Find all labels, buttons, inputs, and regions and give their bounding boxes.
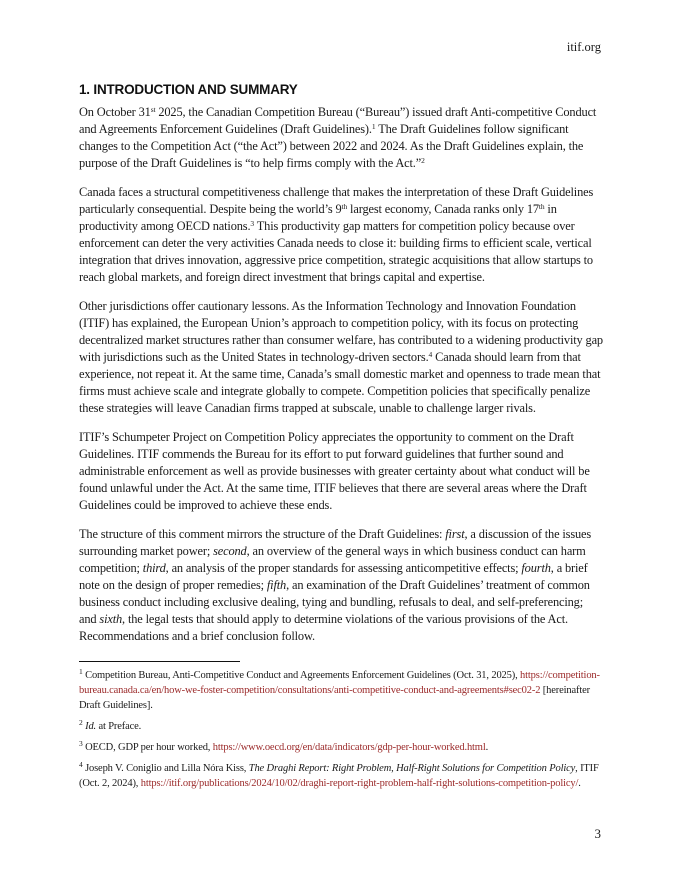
ordinal-suffix: st: [150, 105, 156, 114]
footnote-ref-1[interactable]: 1: [371, 122, 376, 131]
paragraph-1: On October 31st 2025, the Canadian Competition Bureau (“Bureau”) issued draft Anti-competitive Conduct and Agreements Enforcement Guidelines (Draft Guidelines).$^1$ The Draft Guidelines follow significant changes to the Competition Act (“the Act”) between 2022 and 2024. As the Draft Guidelines explain, the purpose of the Draft Guidelines is “to help firms comply with the Act.”$^2$: [79, 105, 597, 170]
section-title: 1. INTRODUCTION AND SUMMARY: [79, 82, 298, 97]
paragraph-5: The structure of this comment mirrors the structure of the Draft Guidelines: first, a discussion of the issues surrounding market power; second, an overview of the general ways in which business conduct can harm competition; third, an analysis of the proper standards for assessing anticompetitive effects; fourth, a brief note on the design of proper remedies; fifth, an examination of the Draft Guidelines’ treatment of common business conduct including exclusive dealing, tying and bundling, refusals to deal, and self-preferencing; and sixth, the legal tests that should apply to determine violations of the various provisions of the Act. Recommendations and a brief conclusion follow.: [79, 527, 592, 643]
footnote-ref-3[interactable]: 3: [250, 219, 255, 228]
footnote-3-link[interactable]: https://www.oecd.org/en/data/indicators/gdp-per-hour-worked.html: [212, 742, 486, 753]
footnote-2: $^2$ Id. at Preface.: [79, 718, 142, 732]
paragraph-4: ITIF’s Schumpeter Project on Competition Policy appreciates the opportunity to comment on the Draft Guidelines. ITIF commends the Bureau for its effort to put forward guidelines that further sound and administrable enforcement as well as provide businesses with greater certainty about what conduct will be found unlawful under the Act. At the same time, ITIF believes that there are several areas where the Draft Guidelines could be improved to achieve these ends.: [79, 430, 590, 512]
body-text: [79, 104, 603, 657]
site-url: itif.org: [566, 40, 601, 54]
footnote-4: $^4$ Joseph V. Coniglio and Lilla Nóra Kiss, The Draghi Report: Right Problem, Half-Right Solutions for Competition Policy, ITIF (Oct. 2, 2024), https://itif.org/publications/2024/10/02/draghi-report-right-problem-half-right-solutions-competition-policy/.: [79, 760, 599, 789]
footnotes: [79, 668, 603, 797]
ordinal-suffix: th: [341, 202, 348, 211]
paragraph-2: Canada faces a structural competitiveness challenge that makes the interpretation of these Draft Guidelines particularly consequential. Despite being the world’s 9th largest economy, Canada ranks only 17th in productivity among OECD nations.$^3$ This productivity gap matters for competition policy because over enforcement can deter the very activities Canada needs to close it: building firms to efficient scale, vertical integration that drives innovation, aggressive price competition, strategic acquisitions that allow startups to reach global markets, and foreign direct investment that brings capital and expertise.: [79, 185, 594, 284]
footnote-ref-4[interactable]: 4: [428, 350, 433, 359]
footnote-ref-2[interactable]: 2: [421, 156, 425, 165]
paragraph-3: Other jurisdictions offer cautionary lessons. As the Information Technology and Innovation Foundation (ITIF) has explained, the European Union’s approach to competition policy, with its focus on protecting decentralized market structures rather than consumer welfare, has contributed to a widening productivity gap with jurisdictions such as the United States in technology-driven sectors.$^4$ Canada should learn from that experience, not repeat it. At the same time, Canada’s small domestic market and openness to trade mean that firms must achieve scale and integrate globally to compete. Competition policies that specifically penalize these strategies will leave Canadian firms trapped at subscale, unable to challenge larger rivals.: [79, 299, 603, 415]
footnote-divider: [79, 661, 240, 662]
footnote-1-link[interactable]: https://competition-bureau.canada.ca/en/how-we-foster-competition/consultations/anti-competitive-conduct-and-agreements#sec02-2: [79, 670, 600, 696]
footnote-3: $^3$ OECD, GDP per hour worked, https://www.oecd.org/en/data/indicators/gdp-per-hour-worked.html.: [79, 739, 489, 753]
footnote-4-link[interactable]: https://itif.org/publications/2024/10/02/draghi-report-right-problem-half-right-solutions-competition-policy/: [140, 778, 579, 789]
footnote-1: $^1$ Competition Bureau, Anti-Competitive Conduct and Agreements Enforcement Guidelines (Oct. 31, 2025), https://competition-bureau.canada.ca/en/how-we-foster-competition/consultations/anti-competitive-conduct-and-agreements#sec02-2 [hereinafter Draft Guidelines].: [79, 667, 600, 711]
ordinal-suffix: th: [538, 202, 545, 211]
page-number: 3: [594, 826, 601, 841]
